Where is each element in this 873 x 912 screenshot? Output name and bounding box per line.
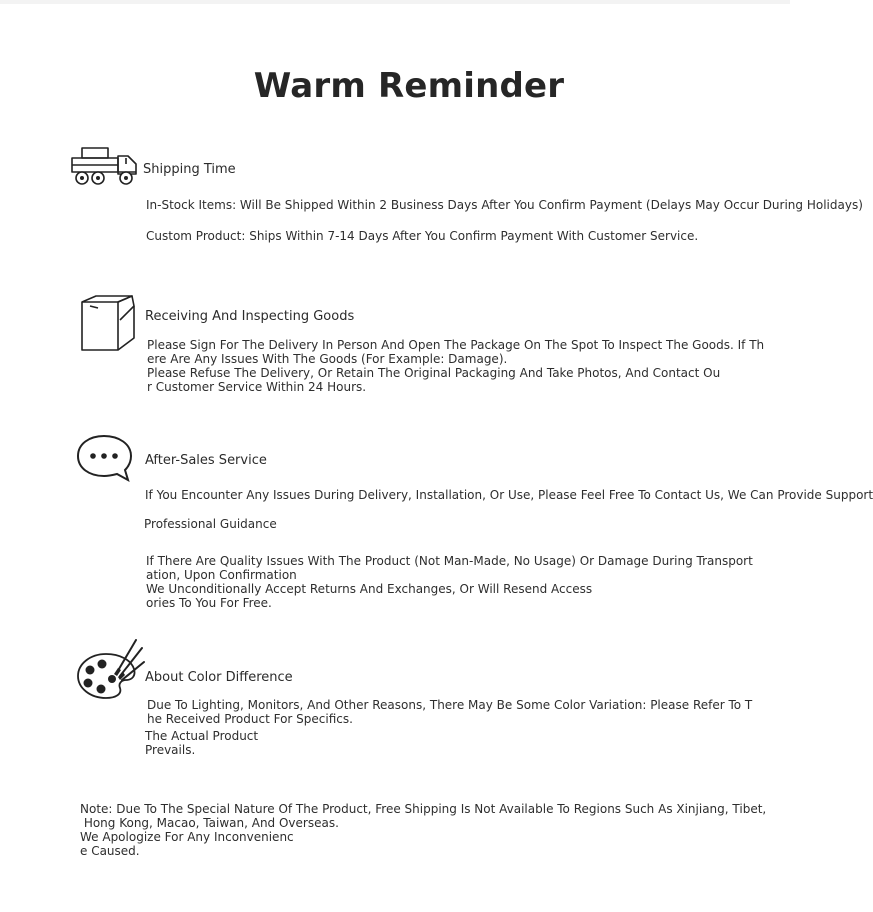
section-heading-shipping-time: Shipping Time: [143, 162, 236, 177]
section-heading-receiving: Receiving And Inspecting Goods: [145, 309, 355, 324]
truck-icon: [70, 146, 138, 188]
shipping-in-stock-text: In-Stock Items: Will Be Shipped Within 2 Business Days After You Confirm Payment (Delays May Occur During Holidays): [146, 198, 863, 212]
top-divider: [0, 0, 790, 4]
paint-palette-icon: [76, 636, 146, 700]
page-title: Warm Reminder: [253, 66, 565, 106]
shipping-note-text: Note: Due To The Special Nature Of The Product, Free Shipping Is Not Available To Regions Such As Xinjiang, Tibet, Hong Kong, Macao, Taiwan, And Overseas. We Apologize For Any Inconvenienc e Caused.: [80, 802, 767, 858]
receiving-instructions-text: Please Sign For The Delivery In Person And Open The Package On The Spot To Inspect The Goods. If Th ere Are Any Issues With The Goods (For Example: Damage). Please Refuse The Delivery, Or Retain The Original Packaging And Take Photos, And Contact Ou r Customer Service Within 24 Hours.: [147, 338, 765, 394]
after-sales-contact-text: If You Encounter Any Issues During Delivery, Installation, Or Use, Please Feel Free To Contact Us, We Can Provide Support: [145, 488, 873, 502]
package-box-icon: [76, 294, 140, 352]
section-heading-color-difference: About Color Difference: [145, 670, 293, 685]
after-sales-returns-text: If There Are Quality Issues With The Product (Not Man-Made, No Usage) Or Damage During Transport ation, Upon Confirmation We Unconditionally Accept Returns And Exchanges, Or Will Resend Access ories To You For Free.: [146, 554, 753, 610]
shipping-custom-text: Custom Product: Ships Within 7-14 Days After You Confirm Payment With Customer Service.: [146, 229, 699, 243]
color-variation-text: Due To Lighting, Monitors, And Other Reasons, There May Be Some Color Variation: Please Refer To T he Received Product For Specifics.: [147, 698, 753, 726]
after-sales-guidance-text: Professional Guidance: [144, 517, 277, 531]
chat-bubble-icon: [76, 434, 134, 482]
color-actual-product-text: The Actual Product Prevails.: [145, 729, 259, 757]
section-heading-after-sales: After-Sales Service: [145, 453, 267, 468]
